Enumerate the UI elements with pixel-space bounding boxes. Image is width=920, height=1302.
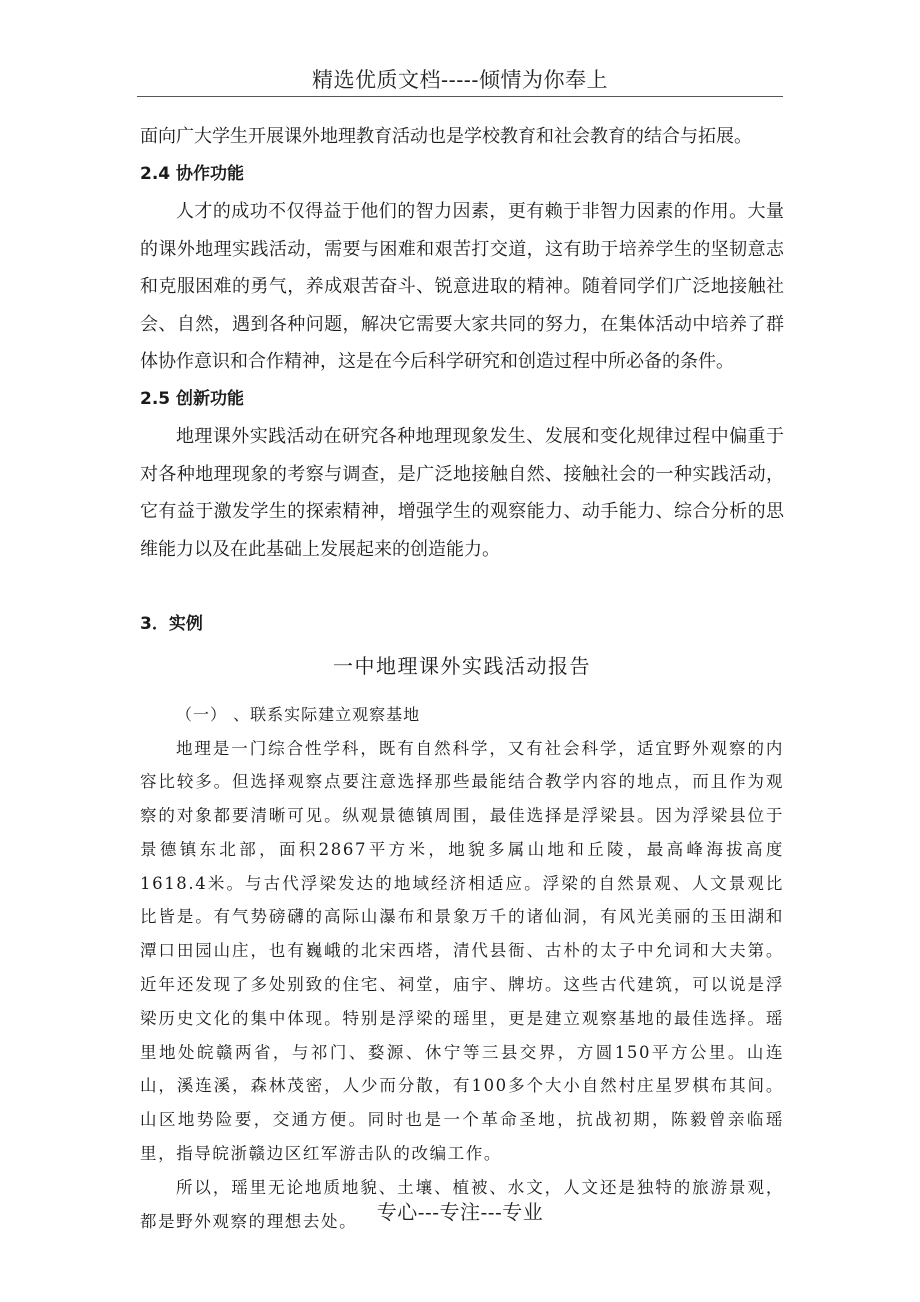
header-divider	[137, 96, 783, 97]
section-heading-3: 3．实例	[140, 614, 203, 634]
report-paragraph-1: 地理是一门综合性学科，既有自然科学，又有社会科学，适宜野外观察的内容比较多。但选择观察点要注意选择那些最能结合教学内容的地点，而且作为观察的对象都要清晰可见。纵观景德镇周围，最佳选择是浮梁县。因为浮梁县位于景德镇东北部，面积2867平方米，地貌多属山地和丘陵，最高峰海拔高度1618.4米。与古代浮梁发达的地域经济相适应。浮梁的自然景观、人文景观比比皆是。有气势磅礴的高际山瀑布和景象万千的诸仙洞，有风光美丽的玉田湖和潭口田园山庄，也有巍峨的北宋西塔，清代县衙、古朴的太子中允词和大夫第。近年还发现了多处别致的住宅、祠堂，庙宇、牌坊。这些古代建筑，可以说是浮梁历史文化的集中体现。特别是浮梁的瑶里，更是建立观察基地的最佳选择。瑶里地处皖赣两省，与祁门、婺源、休宁等三县交界，方圆150平方公里。山连山，溪连溪，森林茂密，人少而分散，有100多个大小自然村庄星罗棋布其间。山区地势险要，交通方便。同时也是一个革命圣地，抗战初期，陈毅曾亲临瑶里，指导皖浙赣边区红军游击队的改编工作。	[140, 738, 784, 1164]
report-title: 一中地理课外实践活动报告	[333, 653, 591, 678]
report-paragraph-2: 所以，瑶里无论地质地貌、土壤、植被、水文，人文还是独特的旅游景观，都是野外观察的理想去处。	[140, 1177, 784, 1231]
section-heading-2-4: 2.4 协作功能	[140, 163, 245, 184]
section-paragraph-2-4: 人才的成功不仅得益于他们的智力因素，更有赖于非智力因素的作用。大量的课外地理实践活动，需要与困难和艰苦打交道，这有助于培养学生的坚韧意志和克服困难的勇气，养成艰苦奋斗、锐意进取的精神。随着同学们广泛地接触社会、自然，遇到各种问题，解决它需要大家共同的努力，在集体活动中培养了群体协作意识和合作精神，这是在今后科学研究和创造过程中所必备的条件。	[140, 201, 784, 372]
intro-line: 面向广大学生开展课外地理教育活动也是学校教育和社会教育的结合与拓展。	[140, 126, 752, 147]
section-heading-2-5: 2.5 创新功能	[140, 388, 245, 409]
page-header: 精选优质文档-----倾情为你奉上	[312, 68, 608, 92]
document-body	[140, 118, 784, 1238]
report-sub-heading: （一） 、联系实际建立观察基地	[176, 704, 421, 724]
section-spacer	[140, 568, 784, 606]
section-paragraph-2-5: 地理课外实践活动在研究各种地理现象发生、发展和变化规律过程中偏重于对各种地理现象的考察与调查，是广泛地接触自然、接触社会的一种实践活动，它有益于激发学生的探索精神，增强学生的观察能力、动手能力、综合分析的思维能力以及在此基础上发展起来的创造能力。	[140, 426, 784, 560]
page-footer: 专心---专注---专业	[376, 1200, 544, 1224]
